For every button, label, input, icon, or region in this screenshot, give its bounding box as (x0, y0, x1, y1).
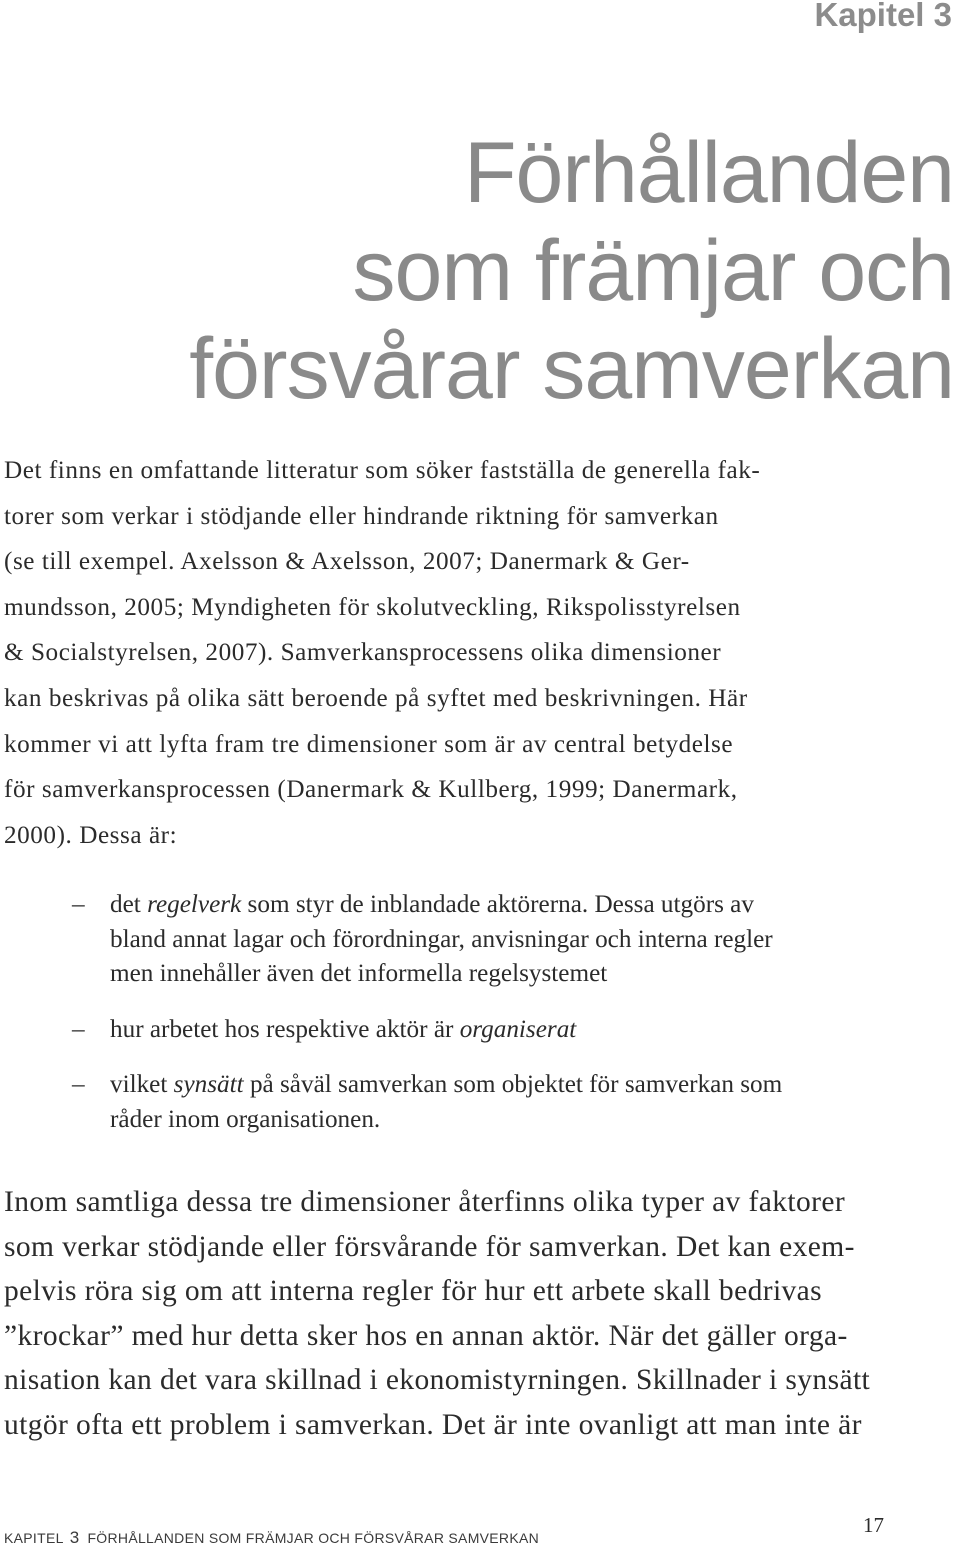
footer-chapter-word: KAPITEL (4, 1530, 64, 1546)
footer-running-title: FÖRHÅLLANDEN SOM FRÄMJAR OCH FÖRSVÅRAR SAMVERKAN (87, 1530, 540, 1546)
list-item-line: vilket synsätt på såväl samverkan som objektet för samverkan som (110, 1071, 783, 1098)
dash-bullet: – (72, 1071, 85, 1098)
list-item-line: det regelverk som styr de inblandade aktörerna. Dessa utgörs av (110, 891, 754, 918)
dimension-list (0, 888, 960, 1158)
body-paragraph (4, 1180, 952, 1447)
emphasis-text: organiserat (459, 1015, 577, 1043)
running-footer (4, 1528, 539, 1548)
footer-chapter-number: 3 (69, 1528, 80, 1547)
paragraph-line: som verkar stödjande eller försvårande för samverkan. Det kan exem- (4, 1230, 855, 1263)
paragraph-line: nisation kan det vara skillnad i ekonomistyrningen. Skillnader i synsätt (4, 1364, 871, 1396)
list-item-line: bland annat lagar och förordningar, anvisningar och interna regler (110, 925, 773, 953)
paragraph-line: kan beskrivas på olika sätt beroende på syftet med beskrivningen. Här (4, 684, 748, 712)
emphasis-text: synsätt (173, 1071, 244, 1098)
title-line-1: Förhållanden (463, 125, 954, 221)
paragraph-line: pelvis röra sig om att interna regler för hur ett arbete skall bedrivas (4, 1275, 823, 1307)
paragraph-line: & Socialstyrelsen, 2007). Samverkansprocessens olika dimensioner (4, 639, 722, 667)
intro-paragraph (4, 448, 952, 858)
paragraph-line: kommer vi att lyfta fram tre dimensioner som är av central betydelse (4, 730, 734, 758)
paragraph-line: för samverkansprocessen (Danermark & Kullberg, 1999; Danermark, (4, 776, 738, 804)
emphasis-text: regelverk (147, 891, 242, 918)
paragraph-line: (se till exempel. Axelsson & Axelsson, 2007; Danermark & Ger- (4, 548, 690, 576)
list-item-line: råder inom organisationen. (110, 1105, 381, 1133)
chapter-label: Kapitel 3 (814, 0, 952, 33)
paragraph-line: ”krockar” med hur detta sker hos en annan aktör. När det gäller orga- (4, 1319, 848, 1352)
list-item-line: men innehåller även det informella regelsystemet (110, 960, 608, 987)
list-item-regelverk (0, 888, 886, 992)
list-item-organiserat (0, 1013, 886, 1048)
paragraph-line: torer som verkar i stödjande eller hindrande riktning för samverkan (4, 502, 719, 530)
title-line-3: försvårar samverkan (189, 321, 954, 417)
dash-bullet: – (72, 1015, 85, 1043)
page-title (189, 124, 954, 418)
paragraph-line: Inom samtliga dessa tre dimensioner återfinns olika typer av faktorer (4, 1186, 846, 1218)
list-item-synsatt (0, 1068, 886, 1137)
paragraph-line: Det finns en omfattande litteratur som söker fastställa de generella fak- (4, 457, 761, 484)
paragraph-line: 2000). Dessa är: (4, 821, 178, 849)
list-item-line: hur arbetet hos respektive aktör är organiserat (110, 1015, 577, 1043)
dash-bullet: – (72, 891, 85, 918)
title-line-2: som främjar och (352, 223, 954, 319)
page-number: 17 (863, 1513, 884, 1537)
paragraph-line: mundsson, 2005; Myndigheten för skolutveckling, Rikspolisstyrelsen (4, 593, 741, 621)
paragraph-line: utgör ofta ett problem i samverkan. Det är inte ovanligt att man inte är (4, 1408, 862, 1441)
